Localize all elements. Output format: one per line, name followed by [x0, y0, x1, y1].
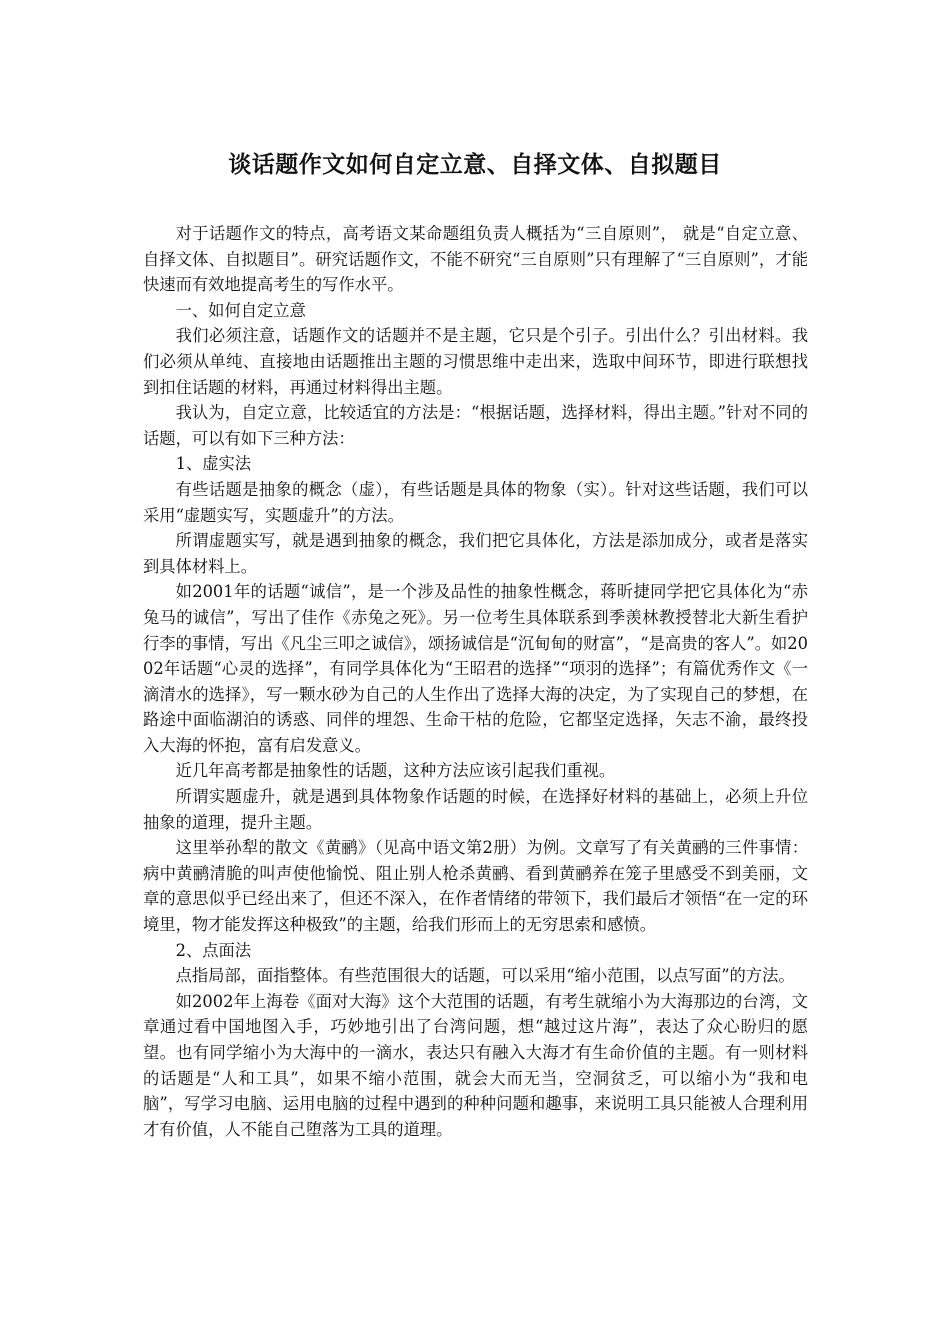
paragraph: 所谓实题虚升，就是遇到具体物象作话题的时候，在选择好材料的基础上，必须上升位抽象的道理，提升主题。	[143, 787, 808, 832]
heading-section-1: 一、如何自定立意	[175, 300, 306, 320]
paragraph: 如2001年的话题“诚信”，是一个涉及品性的抽象性概念，蒋昕捷同学把它具体化为“赤兔马的诚信”，写出了佳作《赤兔之死》。另一位考生具体联系到季羡林教授替北大新生看护行李的事情，写出《凡尘三叩之诚信》，颂扬诚信是“沉甸甸的财富”，“是高贵的客人”。如2002年话题“心灵的选择”，有同学具体化为“王昭君的选择”“项羽的选择”；有篇优秀作文《一滴清水的选择》，写一颗水砂为自己的人生作出了选择大海的决定，为了实现自己的梦想，在路途中面临湖泊的诱惑、同伴的埋怨、生命干枯的危险，它都坚定选择，矢志不渝，最终投入大海的怀抱，富有启发意义。	[143, 582, 808, 755]
paragraph: 如2002年上海卷《面对大海》这个大范围的话题，有考生就缩小为大海那边的台湾，文章通过看中国地图入手，巧妙地引出了台湾问题，想“越过这片海”，表达了众心盼归的愿望。也有同学缩小为大海中的一滴水，表达只有融入大海才有生命价值的主题。有一则材料的话题是“人和工具”，如果不缩小范围，就会大而无当，空洞贫乏，可以缩小为“我和电脑”，写学习电脑、运用电脑的过程中遇到的种种问题和趣事，来说明工具只能被人合理利用才有价值，人不能自己堕落为工具的道理。	[143, 991, 808, 1139]
heading-method-2: 2、点面法	[175, 940, 252, 960]
document-body	[143, 221, 808, 1142]
paragraph: 点指局部，面指整体。有些范围很大的话题，可以采用“缩小范围，以点写面”的方法。	[175, 966, 795, 986]
paragraph: 近几年高考都是抽象性的话题，这种方法应该引起我们重视。	[175, 761, 616, 781]
paragraph: 这里举孙犁的散文《黄鹂》（见高中语文第2册）为例。文章写了有关黄鹂的三件事情：病中黄鹂清脆的叫声使他愉悦、阻止别人枪杀黄鹂、看到黄鹂养在笼子里感受不到美丽，文章的意思似乎已经出来了，但还不深入，在作者情绪的带领下，我们最后才领悟“在一定的环境里，物才能发挥这种极致”的主题，给我们形而上的无穷思索和感愤。	[143, 838, 808, 935]
paragraph: 所谓虚题实写，就是遇到抽象的概念，我们把它具体化，方法是添加成分，或者是落实到具体材料上。	[143, 531, 808, 576]
paragraph: 我认为，自定立意，比较适宜的方法是：“根据话题，选择材料，得出主题。”针对不同的话题，可以有如下三种方法：	[143, 403, 808, 448]
paragraph: 有些话题是抽象的概念（虚），有些话题是具体的物象（实）。针对这些话题，我们可以采用“虚题实写，实题虚升”的方法。	[143, 479, 808, 525]
paragraph-intro: 对于话题作文的特点，高考语文某命题组负责人概括为“三自原则”， 就是“自定立意、自择文体、自拟题目”。研究话题作文，不能不研究“三自原则”只有理解了“三自原则”，才能快速而有效地提高考生的写作水平。	[143, 224, 808, 295]
paragraph: 我们必须注意，话题作文的话题并不是主题，它只是个引子。引出什么？引出材料。我们必须从单纯、直接地由话题推出主题的习惯思维中走出来，选取中间环节，即进行联想找到扣住话题的材料，再通过材料得出主题。	[143, 326, 808, 397]
heading-method-1: 1、虚实法	[175, 454, 252, 474]
document-title: 谈话题作文如何自定立意、自择文体、自拟题目	[228, 152, 722, 178]
